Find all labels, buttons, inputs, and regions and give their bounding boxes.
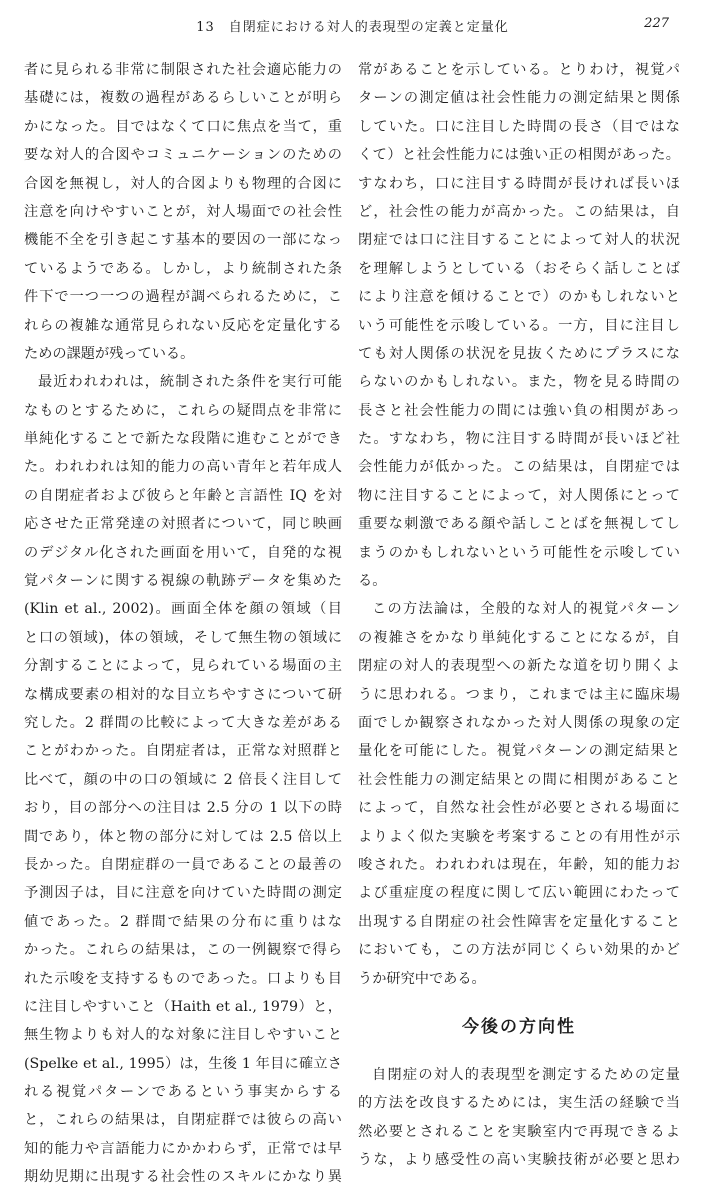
body-line: 自閉症の対人的表現型を測定するための定量 bbox=[372, 1066, 680, 1083]
body-line: 社会性能力の測定結果との間に相関があること bbox=[358, 771, 680, 788]
body-line: 究した。2 群間の比較によって大きな差がある bbox=[24, 714, 342, 731]
body-line: 分割することによって，見られている場面の主 bbox=[24, 658, 342, 675]
body-line: の自閉症者および彼らと年齢と言語性 IQ を対 bbox=[24, 487, 342, 504]
body-line: 者に見られる非常に制限された社会適応能力の bbox=[24, 62, 342, 78]
body-line: 面でしか観察されなかった対人関係の現象の定 bbox=[358, 714, 680, 731]
body-line: 注意を向けやすいことが，対人場面での社会性 bbox=[24, 203, 342, 220]
body-line: 然必要とされることを実験室内で再現できるよ bbox=[358, 1123, 680, 1140]
right-column bbox=[358, 56, 680, 1174]
body-line: 値であった。2 群間で結果の分布に重りはな bbox=[24, 913, 342, 930]
body-line: 予測因子は，目に注意を向けていた時間の測定 bbox=[24, 885, 342, 902]
body-line: 合図を無視し，対人的合図よりも物理的合図に bbox=[24, 175, 342, 192]
body-line: 無生物よりも対人的な対象に注目しやすいこと bbox=[24, 1027, 342, 1044]
body-line: 期幼児期に出現する社会性のスキルにかなり異 bbox=[24, 1169, 342, 1186]
body-line: れる視覚パターンであるという事実からする bbox=[24, 1084, 342, 1101]
body-line: していた。口に注目した時間の長さ（目ではな bbox=[358, 118, 680, 135]
body-line: 応させた正常発達の対照者について，同じ映画 bbox=[24, 516, 342, 533]
section-heading: 今後の方向性 bbox=[462, 1016, 576, 1037]
body-line: うに思われる。つまり，これまでは主に臨床場 bbox=[358, 686, 680, 703]
body-line: によって，自然な社会性が必要とされる場面に bbox=[358, 800, 680, 817]
body-line: (Spelke et al., 1995）は，生後 1 年目に確立さ bbox=[24, 1055, 342, 1072]
body-line: な構成要素の相対的な目立ちやすさについて研 bbox=[24, 686, 342, 703]
body-line: よび重症度の程度に関して広い範囲にわたって bbox=[358, 885, 680, 902]
body-line: のデジタル化された画面を用いて，自発的な視 bbox=[24, 544, 342, 561]
body-line: おり，目の部分への注目は 2.5 分の 1 以下の時 bbox=[24, 800, 342, 817]
body-line: と，これらの結果は，自閉症群では彼らの高い bbox=[24, 1112, 342, 1129]
body-line: ても対人関係の状況を見抜くためにプラスにな bbox=[358, 345, 680, 362]
body-line: ど，社会性の能力が高かった。この結果は，自 bbox=[358, 203, 680, 220]
body-line: 重要な刺激である顔や話しことばを無視してし bbox=[358, 516, 680, 533]
body-line: 比べて，顔の中の口の領域に 2 倍長く注目して bbox=[24, 771, 342, 788]
body-line: 常があることを示している。とりわけ，視覚パ bbox=[358, 62, 680, 78]
body-line: 会性能力が低かった。この結果は，自閉症では bbox=[358, 459, 680, 476]
body-line: 物に注目することによって，対人関係にとって bbox=[358, 487, 680, 504]
body-line: かになった。目ではなくて口に焦点を当て，重 bbox=[24, 118, 342, 135]
body-line: 件下で一つ一つの過程が調べられるために，こ bbox=[24, 289, 342, 306]
body-line: いう可能性を示唆している。一方，目に注目し bbox=[358, 317, 680, 334]
body-line: れた示唆を支持するものであった。口よりも目 bbox=[24, 970, 342, 987]
body-line: れらの複雑な通常見られない反応を定量化する bbox=[24, 317, 342, 334]
body-line: 閉症では口に注目することによって対人的状況 bbox=[358, 232, 680, 249]
running-head bbox=[0, 16, 705, 40]
body-line: 唆された。われわれは現在，年齢，知的能力お bbox=[358, 856, 680, 873]
body-line: 出現する自閉症の社会性障害を定量化すること bbox=[358, 913, 680, 930]
page-number: 227 bbox=[644, 16, 669, 31]
body-line: により注意を傾けることで）のかもしれないと bbox=[358, 289, 680, 306]
body-line: 長さと社会性能力の間には強い負の相関があっ bbox=[358, 402, 680, 419]
body-line: 機能不全を引き起こす基本的要因の一部になっ bbox=[24, 232, 342, 249]
body-line: た。われわれは知的能力の高い青年と若年成人 bbox=[24, 459, 342, 476]
body-line: においても，この方法が同じくらい効果的かど bbox=[358, 942, 680, 959]
body-line: まうのかもしれないという可能性を示唆してい bbox=[358, 544, 680, 561]
body-line: なものとするために，これらの疑問点を非常に bbox=[24, 402, 342, 419]
body-line: かった。これらの結果は，この一例観察で得ら bbox=[24, 942, 342, 959]
body-line: と口の領域)，体の領域，そして無生物の領域に bbox=[24, 629, 342, 646]
body-line: うか研究中である。 bbox=[358, 970, 486, 987]
body-line: くて）と社会性能力には強い正の相関があった。 bbox=[358, 147, 680, 164]
body-line: ための課題が残っている。 bbox=[24, 345, 195, 362]
body-line: よりよく似た実験を考案することの有用性が示 bbox=[358, 828, 680, 845]
body-line: 間であり，体と物の部分に対しては 2.5 倍以上 bbox=[24, 828, 342, 845]
body-line: すなわち，口に注目する時間が長ければ長いほ bbox=[358, 175, 680, 192]
body-line: の複雑さをかなり単純化することになるが，自 bbox=[358, 629, 680, 646]
body-line: うな，より感受性の高い実験技術が必要と思わ bbox=[358, 1152, 680, 1169]
body-line: ことがわかった。自閉症者は，正常な対照群と bbox=[24, 743, 342, 760]
left-column bbox=[24, 56, 342, 1192]
body-line: この方法論は，全般的な対人的視覚パターン bbox=[372, 601, 680, 618]
body-line: 知的能力や言語能力にかかわらず，正常では早 bbox=[24, 1140, 342, 1157]
body-line: に注目しやすいこと（Haith et al., 1979）と， bbox=[24, 998, 342, 1015]
body-line: ターンの測定値は社会性能力の測定結果と関係 bbox=[358, 90, 680, 107]
body-line: 最近われわれは，統制された条件を実行可能 bbox=[38, 374, 342, 391]
body-line: る。 bbox=[358, 573, 387, 590]
body-line: 閉症の対人的表現型への新たな道を切り開くよ bbox=[358, 658, 680, 675]
body-line: 長かった。自閉症群の一員であることの最善の bbox=[24, 856, 342, 873]
body-line: 要な対人的合図やコミュニケーションのための bbox=[24, 147, 342, 164]
body-line: 的方法を改良するためには，実生活の経験で当 bbox=[358, 1095, 680, 1112]
body-line: 量化を可能にした。視覚パターンの測定結果と bbox=[358, 743, 680, 760]
body-line: 覚パターンに関する視線の軌跡データを集めた bbox=[24, 573, 342, 590]
body-line: 単純化することで新たな段階に進むことができ bbox=[24, 431, 342, 448]
body-line: ているようである。しかし，より統制された条 bbox=[24, 260, 342, 277]
body-line: らないのかもしれない。また，物を見る時間の bbox=[358, 374, 680, 391]
body-line: た。すなわち，物に注目する時間が長いほど社 bbox=[358, 431, 680, 448]
body-line: 基礎には，複数の過程があるらしいことが明ら bbox=[24, 90, 342, 107]
body-line: を理解しようとしている（おそらく話しことば bbox=[358, 260, 680, 277]
chapter-title: 13 自閉症における対人的表現型の定義と定量化 bbox=[196, 20, 509, 35]
body-line: (Klin et al., 2002)。画面全体を顔の領域（目 bbox=[24, 601, 342, 618]
